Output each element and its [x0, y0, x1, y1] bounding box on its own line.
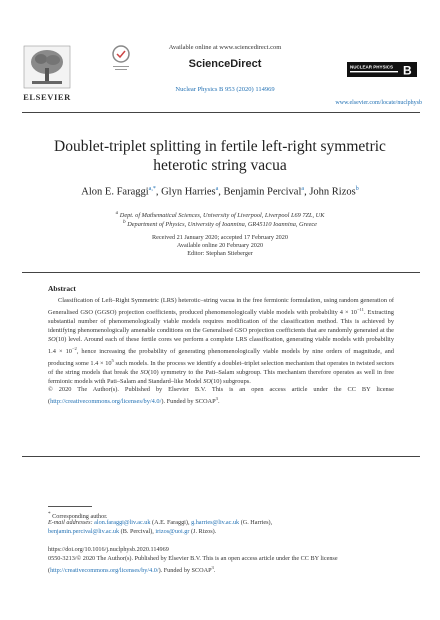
elsevier-tree-icon [22, 44, 72, 90]
header-divider [22, 112, 420, 113]
abstract-text: such models. In the process we identify a doublet–triplet selection mechanism that operates in twisted sectors of the string models that break the [48, 359, 394, 376]
article-title [40, 137, 400, 175]
affiliation-a [40, 210, 400, 219]
abstract-text: (10) subgroups. [210, 377, 251, 385]
journal-reference-link[interactable]: Nuclear Physics B 953 (2020) 114969 [175, 86, 275, 93]
funded-text: ). Funded by SCOAP [161, 398, 216, 406]
abstract-text: (10) symmetry to the Pati–Salam subgroup. This mechanism therefore operates as well in free fermionic models with Pati–Salam and Standard–like Model [48, 368, 394, 385]
paren: ( [48, 567, 51, 575]
affiliation-mark: a [115, 210, 119, 216]
abstract-paragraph [48, 297, 394, 386]
abstract-body [48, 297, 394, 407]
title-line-2: heterotic string vacua [153, 157, 287, 174]
author-list: Alon E. Faraggi$^{a,*}$, Glyn Harries$^a$, Benjamin Percival$^a$, John Rizos$^b$ [81, 186, 359, 198]
author-affiliation-mark[interactable]: a [215, 186, 219, 192]
abstract-text: (10) level. Around each of these fertile cores we perform a complete LRS classification, generating viable models with probability 1.4 × 10 [48, 335, 394, 355]
abstract-heading: Abstract [48, 284, 76, 293]
author-name[interactable]: Benjamin Percival [223, 186, 302, 198]
editor-line: Editor: Stephan Stieberger [187, 250, 253, 257]
publisher-name: ELSEVIER [23, 92, 71, 102]
scoap-superscript: 3 [215, 396, 218, 402]
period: . [217, 398, 220, 406]
license-line [48, 564, 408, 575]
email-link[interactable]: alon.faraggi@liv.ac.uk [94, 519, 151, 526]
abstract-text: , hence increasing the probability of generating phenomenologically viable models by nine orders of magnitude, and producing some 1.4 × 10 [48, 347, 394, 367]
nuclear-physics-b-logo [347, 62, 417, 77]
email-owner: (B. Percival), [119, 528, 156, 535]
email-link[interactable]: g.harries@liv.ac.uk [191, 519, 240, 526]
email-addresses [48, 519, 408, 527]
email-owner: (J. Rizos). [189, 528, 217, 535]
check-for-updates-button[interactable] [110, 44, 132, 74]
email-owner: (G. Harries), [239, 519, 273, 526]
elsevier-tree-logo [22, 44, 72, 96]
nuclear-physics-logo-icon [347, 62, 417, 77]
affiliation-text: Dept. of Mathematical Sciences, University of Liverpool, Liverpool L69 7ZL, UK [119, 212, 325, 220]
email-owner: (A.E. Faraggi), [150, 519, 192, 526]
copyright-text: © 2020 The Author(s). Published by Elsevier B.V. This is an open access article under the CC BY license ( [48, 386, 394, 406]
author-name[interactable]: John Rizos [309, 186, 356, 198]
author-name[interactable]: Alon E. Faraggi [81, 186, 149, 198]
scoap-superscript: 3 [211, 565, 214, 570]
exponent: −2 [71, 345, 77, 351]
np-logo-letter: B [403, 63, 412, 77]
available-date: Available online 20 February 2020 [176, 242, 264, 249]
check-updates-icon [110, 44, 132, 74]
license-link[interactable]: http://creativecommons.org/licenses/by/4.0/ [50, 567, 159, 575]
abstract-text: Classification of Left–Right Symmetric (LRS) heterotic–string vacua in the free fermionic formulation, using random generation of Generalised GSO (GGSO) projection coefficients, produced phenomenologically viable models with probability 4 × 10 [48, 297, 394, 317]
author-affiliation-mark[interactable]: b [355, 186, 359, 192]
affiliation-mark: b [123, 219, 126, 225]
affiliation-text: Department of Physics, University of Ioannina, GR45110 Ioannina, Greece [127, 221, 317, 229]
doi-link[interactable]: https://doi.org/10.1016/j.nuclphysb.2020.114969 [48, 546, 169, 553]
abstract-text: . Extracting substantial number of phenomenologically viable models requires modification of the classification method. This is achieved by identifying phenomenologically amenable conditions on the Generalised GSO projection coefficients that are randomly generated at the [48, 309, 394, 334]
exponent: −11 [356, 306, 364, 312]
abstract-copyright [48, 386, 394, 407]
journal-homepage-link[interactable]: www.elsevier.com/locate/nuclphysb [335, 100, 422, 106]
group-symbol: SO [203, 377, 211, 385]
author-affiliation-mark[interactable]: a [301, 186, 305, 192]
email-addresses-cont [48, 528, 408, 536]
email-link[interactable]: benjamin.percival@liv.ac.uk [48, 528, 120, 535]
author-affiliation-mark[interactable]: a,* [148, 186, 156, 192]
group-symbol: SO [48, 335, 56, 343]
available-online-text: Available online at www.sciencedirect.com [168, 44, 282, 51]
issn-line: 0550-3213/© 2020 The Author(s). Published by Elsevier B.V. This is an open access article under the CC BY license [48, 555, 338, 562]
abstract-bottom-divider [22, 456, 420, 457]
sciencedirect-brand[interactable]: ScienceDirect [188, 58, 262, 70]
group-symbol: SO [140, 368, 149, 376]
title-line-1: Doublet-triplet splitting in fertile left-right symmetric [54, 138, 386, 155]
abstract-top-divider [22, 272, 420, 273]
received-dates: Received 21 January 2020; accepted 17 February 2020 [152, 234, 288, 241]
email-link[interactable]: irizos@uoi.gr [155, 528, 190, 535]
period: . [213, 567, 216, 575]
funded-text: ). Funded by SCOAP [158, 567, 212, 575]
footnote-star: * [48, 511, 51, 517]
affiliation-b [40, 219, 400, 228]
license-link[interactable]: http://creativecommons.org/licenses/by/4.0/ [50, 398, 162, 406]
np-logo-text: NUCLEAR PHYSICS [350, 64, 394, 70]
author-name[interactable]: Glyn Harries [161, 186, 216, 198]
footnote-divider [48, 506, 92, 507]
corresponding-author-text: Corresponding author. [52, 513, 108, 521]
email-label: E-mail addresses: [48, 519, 93, 526]
exponent: 5 [111, 357, 114, 363]
